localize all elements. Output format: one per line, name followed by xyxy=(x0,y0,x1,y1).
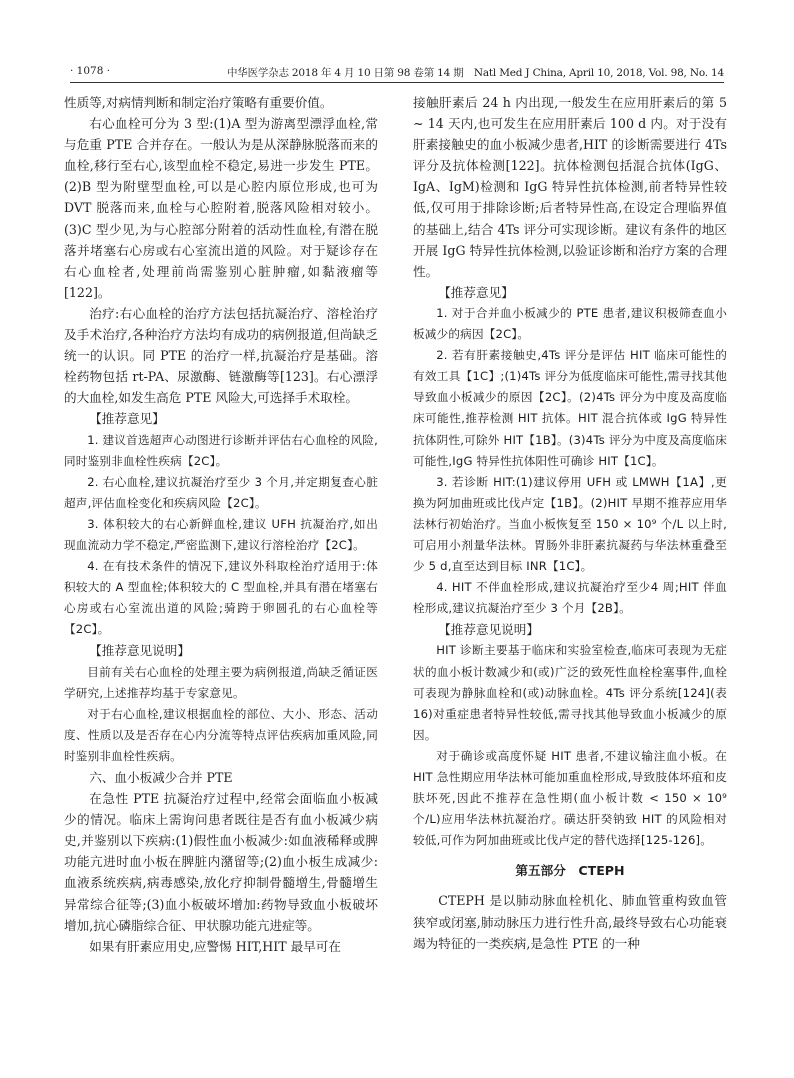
paragraph: 治疗:右心血栓的治疗方法包括抗凝治疗、溶栓治疗及手术治疗,各种治疗方法均有成功的病例报道,但尚缺乏统一的认识。同 PTE 的治疗一样,抗凝治疗是基础。溶栓药物包括 rt-PA、尿激酶、链激酶等[123]。右心漂浮的大血栓,如发生高危 PTE 风险大,可选择手术取栓。 xyxy=(64,305,378,406)
recommendation-item: 3. 若诊断 HIT:(1)建议停用 UFH 或 LMWH【1A】,更换为阿加曲班或比伐卢定【1B】。(2)HIT 早期不推荐应用华法林行初始治疗。当血小板恢复至 150 × 10⁹ 个/L 以上时,可启用小剂量华法林。胃肠外非肝素抗凝药与华法林重叠至少 5 d,直至达到目标 INR【1C】。 xyxy=(413,474,727,574)
paragraph: 如果有肝素应用史,应警惕 HIT,HIT 最早可在 xyxy=(89,938,341,954)
paragraph: 右心血栓可分为 3 型:(1)A 型为游离型漂浮血栓,常与危重 PTE 合并存在。一般认为是从深静脉脱落而来的血栓,移行至右心,该型血栓不稳定,易进一步发生 PTE。(2)B 型为附壁型血栓,可以是心腔内原位形成,也可为 DVT 脱落而来,血栓与心腔附着,脱落风险相对较小。(3)C 型少见,为与心腔部分附着的活动性血栓,有潜在脱落并堵塞右心房或右心室流出道的风险。对于疑诊存在右心血栓者,处理前尚需鉴别心脏肿瘤,如黏液瘤等[122]。 xyxy=(64,116,378,300)
recommendation-item: 4. HIT 不伴血栓形成,建议抗凝治疗至少4 周;HIT 伴血栓形成,建议抗凝治疗至少 3 个月【2B】。 xyxy=(413,580,727,616)
part-heading: 第五部分 CTEPH xyxy=(515,863,625,879)
explanation-paragraph: HIT 诊断主要基于临床和实验室检查,临床可表现为无症状的血小板计数减少和(或)广泛的致死性血栓栓塞事件,血栓可表现为静脉血栓和(或)动脉血栓。4Ts 评分系统[124](表 16)对重症患者特异性较低,需寻找其他导致血小板减少的原因。 xyxy=(413,643,727,742)
explanation-paragraph: 目前有关右心血栓的处理主要为病例报道,尚缺乏循证医学研究,上述推荐均基于专家意见。 xyxy=(64,664,378,700)
recommendation-item: 3. 体积较大的右心新鲜血栓,建议 UFH 抗凝治疗,如出现血流动力学不稳定,严密监测下,建议行溶栓治疗【2C】。 xyxy=(64,516,378,552)
paragraph: CTEPH 是以肺动脉血栓机化、肺血管重构致血管狭窄或闭塞,肺动脉压力进行性升高,最终导致右心功能衰竭为特征的一类疾病,是急性 PTE 的一种 xyxy=(413,893,727,951)
recommendation-item: 1. 建议首选超声心动图进行诊断并评估右心血栓的风险,同时鉴别非血栓性疾病【2C】。 xyxy=(64,432,378,468)
recommendation-heading: 【推荐意见】 xyxy=(438,284,514,300)
running-header xyxy=(70,62,724,83)
recommendation-heading: 【推荐意见】 xyxy=(89,411,165,427)
right-column xyxy=(413,92,727,1076)
paragraph: 在急性 PTE 抗凝治疗过程中,经常会面临血小板减少的情况。临床上需询问患者既往是否有血小板减少病史,并鉴别以下疾病:(1)假性血小板减少:如血液稀释或脾功能亢进时血小板在脾脏内潴留等;(2)血小板生成减少:血液系统疾病,病毒感染,放化疗抑制骨髓增生,骨髓增生异常综合征等;(3)血小板破坏增加:药物导致血小板破坏增加,抗心磷脂综合征、甲状腺功能亢进症等。 xyxy=(64,791,378,933)
paragraph: 接触肝素后 24 h 内出现,一般发生在应用肝素后的第 5 ~ 14 天内,也可发生在应用肝素后 100 d 内。对于没有肝素接触史的血小板减少患者,HIT 的诊断需要进行 4Ts 评分及抗体检测[122]。抗体检测包括混合抗体(IgG、IgA、IgM)检测和 IgG 特异性抗体检测,前者特异性较低,仅可用于排除诊断;后者特异性高,在设定合理临界值的基础上,结合 4Ts 评分可实现诊断。建议有条件的地区开展 IgG 特异性抗体检测,以验证诊断和治疗方案的合理性。 xyxy=(413,95,727,279)
recommendation-item: 2. 若有肝素接触史,4Ts 评分是评估 HIT 临床可能性的有效工具【1C】;(1)4Ts 评分为低度临床可能性,需寻找其他导致血小板减少的原因【2C】。(2)4Ts 评分为中度及高度临床可能性,推荐检测 HIT 抗体。HIT 混合抗体或 IgG 特异性抗体阴性,可除外 HIT【1B】。(3)4Ts 评分为中度及高度临床可能性,IgG 特异性抗体阳性可确诊 HIT【1C】。 xyxy=(413,348,727,468)
section-heading: 六、血小板减少合并 PTE xyxy=(89,770,233,785)
explanation-heading: 【推荐意见说明】 xyxy=(438,622,539,638)
paragraph: 性质等,对病情判断和制定治疗策略有重要价值。 xyxy=(64,95,333,110)
page-number: · 1078 · xyxy=(70,65,111,77)
recommendation-item: 2. 右心血栓,建议抗凝治疗至少 3 个月,并定期复查心脏超声,评估血栓变化和疾病风险【2C】。 xyxy=(64,474,378,510)
explanation-paragraph: 对于右心血栓,建议根据血栓的部位、大小、形态、活动度、性质以及是否存在心内分流等特点评估疾病加重风险,同时鉴别非血栓性疾病。 xyxy=(64,706,378,763)
recommendation-item: 4. 在有技术条件的情况下,建议外科取栓治疗适用于:体积较大的 A 型血栓;体积较大的 C 型血栓,并具有潜在堵塞右心房或右心室流出道的风险;骑跨于卵圆孔的右心血栓等【2C】。 xyxy=(64,559,378,637)
explanation-paragraph: 对于确诊或高度怀疑 HIT 患者,不建议输注血小板。在 HIT 急性期应用华法林可能加重血栓形成,导致肢体坏疽和皮肤坏死,因此不推荐在急性期(血小板计数 < 150 × 10⁹ 个/L)应用华法林抗凝治疗。磺达肝癸钠致 HIT 的风险相对较低,可作为阿加曲班或比伐卢定的替代选择[125-126]。 xyxy=(413,748,727,848)
left-column xyxy=(64,92,378,1076)
recommendation-item: 1. 对于合并血小板减少的 PTE 患者,建议积极筛查血小板减少的病因【2C】。 xyxy=(413,305,727,342)
journal-citation: 中华医学杂志 2018 年 4 月 10 日第 98 卷第 14 期 Natl Med J China, April 10, 2018, Vol. 98, No. 14 xyxy=(226,67,724,79)
explanation-heading: 【推荐意见说明】 xyxy=(89,643,190,659)
